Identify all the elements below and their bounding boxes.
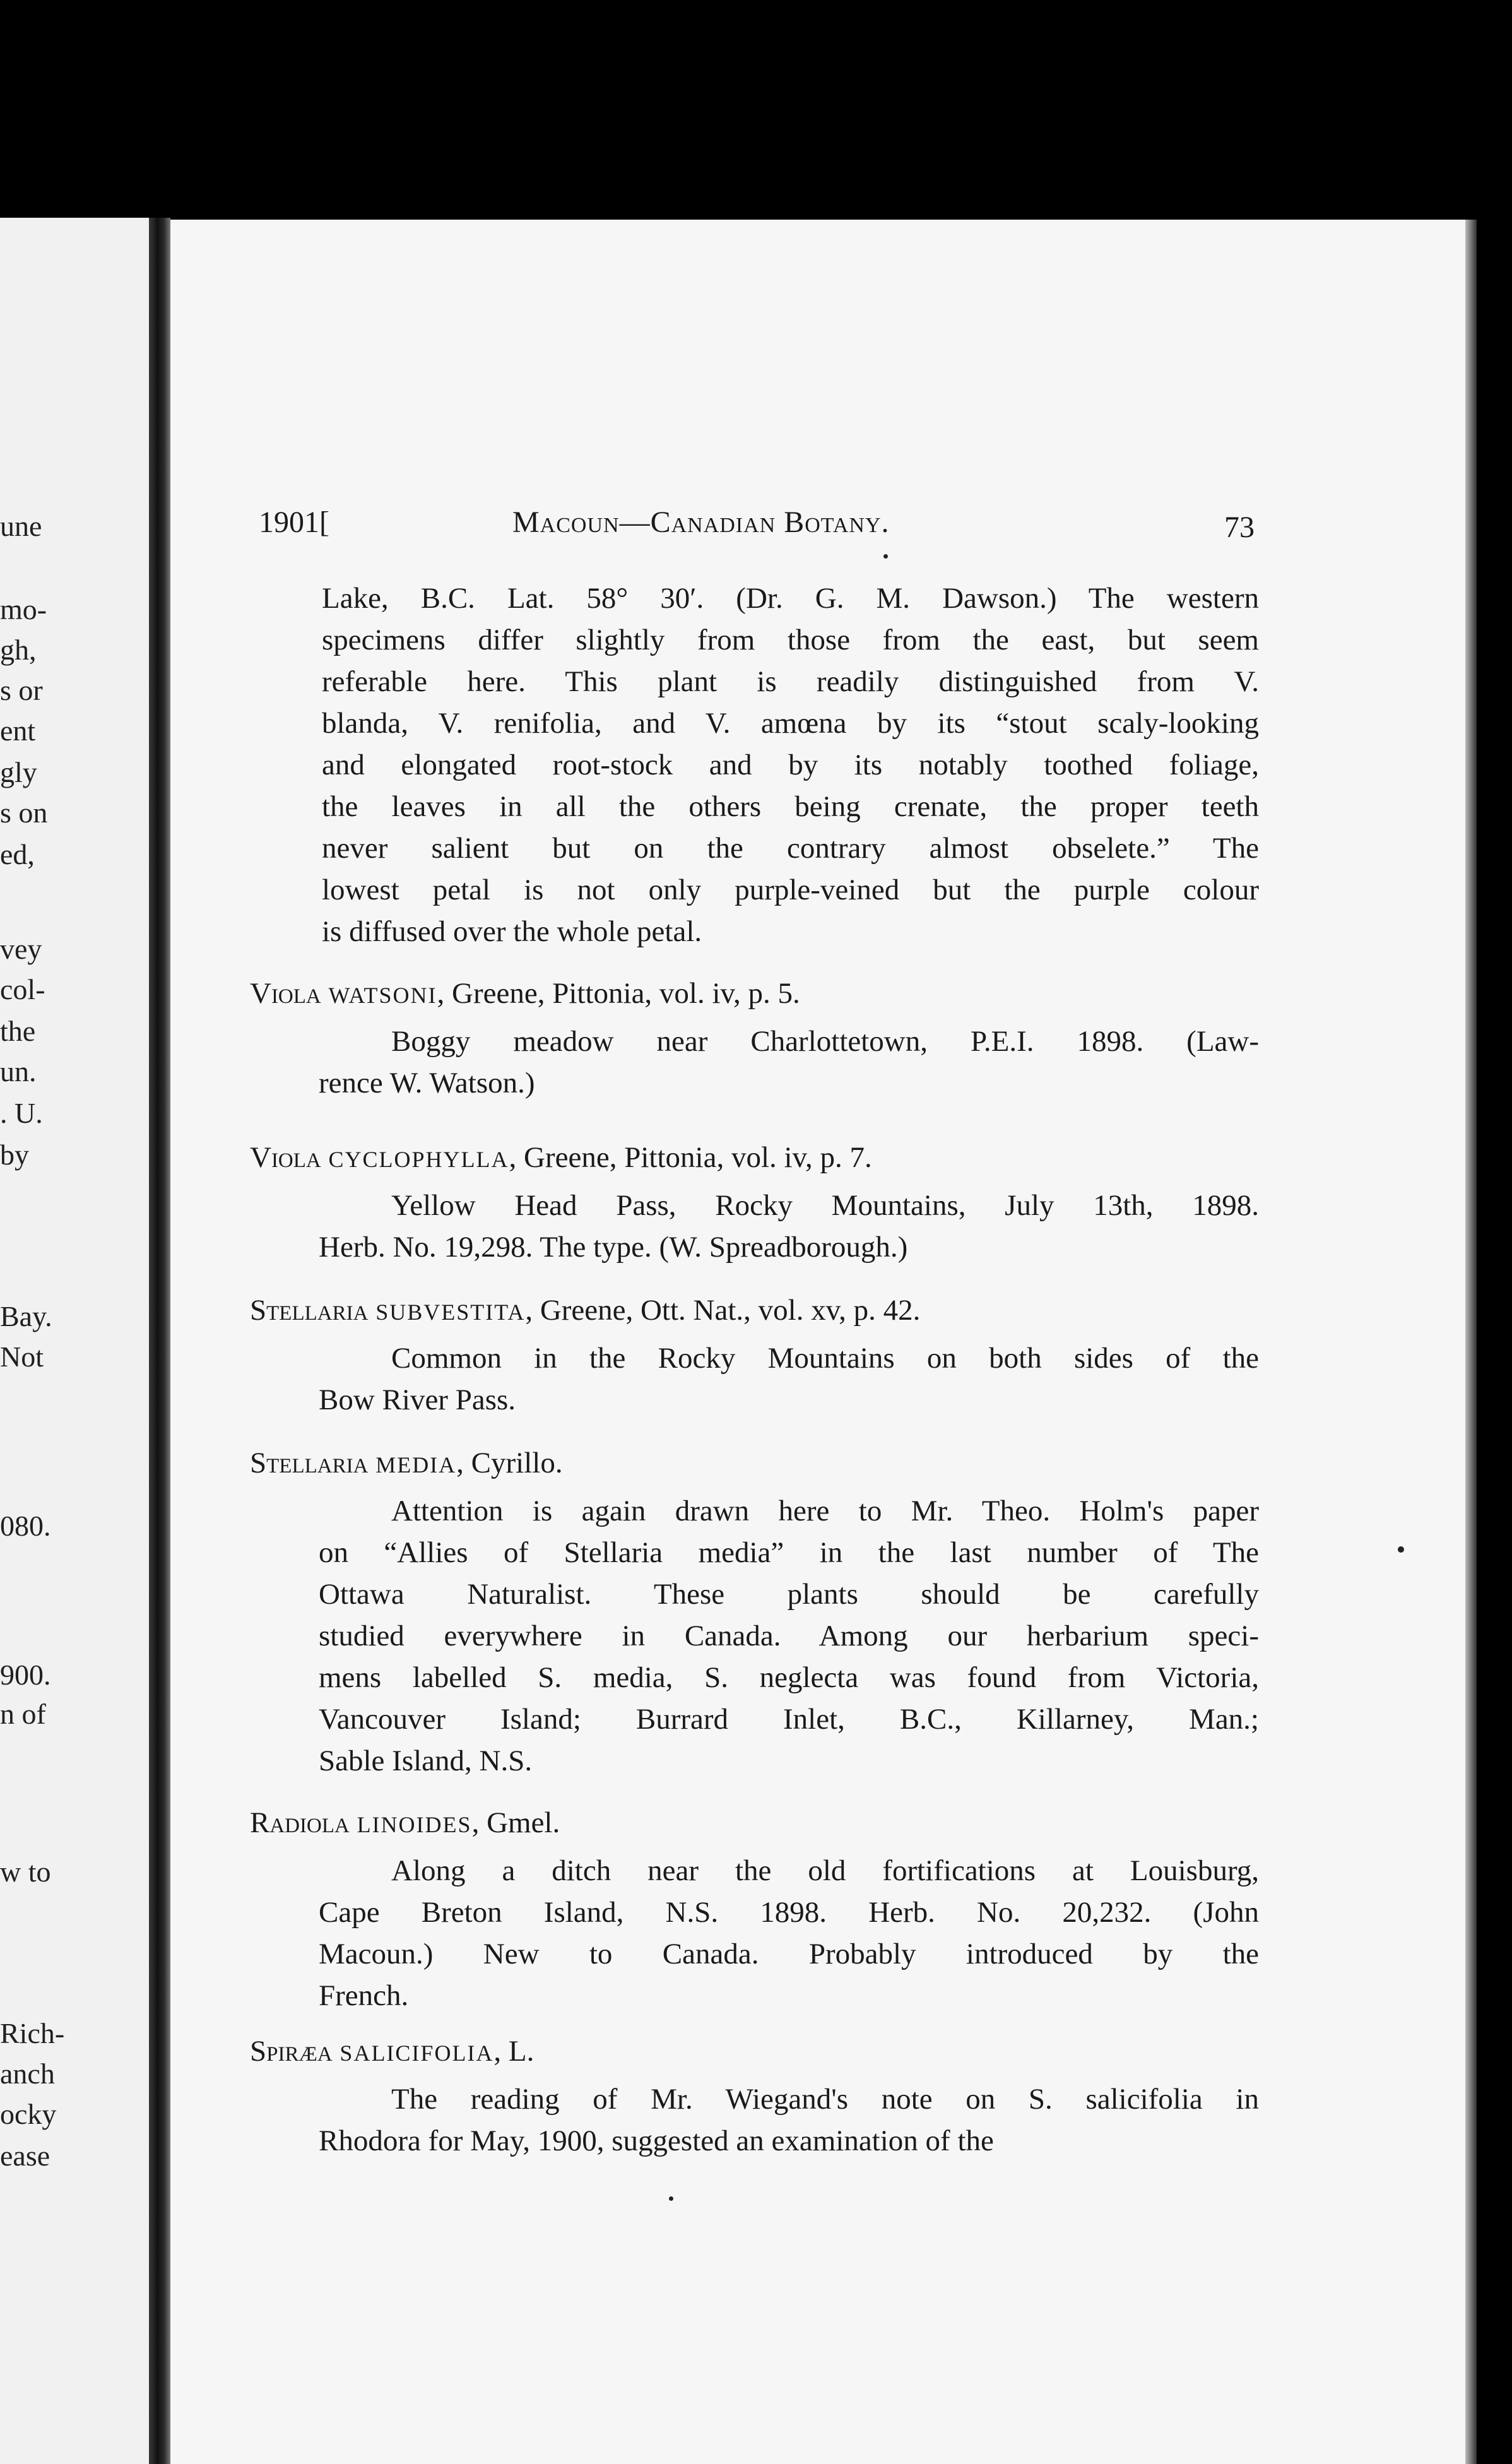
previous-page-fragment: . U.: [0, 1097, 43, 1129]
text-line: referable here. This plant is readily distinguished from V.: [322, 665, 1259, 698]
previous-page-fragment: Bay.: [0, 1300, 52, 1332]
citation: , Greene, Pittonia, vol. iv, p. 7.: [509, 1141, 872, 1174]
text-line: mens labelled S. media, S. neglecta was found from Victoria,: [319, 1661, 1259, 1694]
text-line: Vancouver Island; Burrard Inlet, B.C., Killarney, Man.;: [319, 1703, 1259, 1736]
previous-page-fragment: Rich-: [0, 2017, 65, 2049]
previous-page-fragment: une: [0, 510, 42, 542]
previous-page-fragment: Not: [0, 1341, 44, 1373]
previous-page-fragment: col-: [0, 973, 45, 1005]
previous-page-fragment: ed,: [0, 838, 35, 870]
previous-page-fragment: s or: [0, 674, 43, 706]
species-epithet: WATSONI: [328, 983, 437, 1008]
species-epithet: CYCLOPHYLLA: [328, 1147, 509, 1172]
previous-page-fragment: 900.: [0, 1659, 51, 1691]
citation: , Greene, Pittonia, vol. iv, p. 5.: [437, 977, 800, 1010]
previous-page-fragment: 080.: [0, 1510, 51, 1542]
genus-name: Viola: [250, 1141, 329, 1174]
species-heading: [250, 976, 800, 1013]
text-line: is diffused over the whole petal.: [322, 915, 702, 948]
page-edge-shadow: [1465, 220, 1477, 2464]
text-line: Along a ditch near the old fortifications at Louisburg,: [391, 1854, 1259, 1887]
species-heading: [250, 1445, 563, 1483]
species-epithet: MEDIA: [375, 1452, 457, 1478]
citation: , Cyrillo.: [456, 1447, 563, 1479]
text-line: specimens differ slightly from those from the east, but seem: [322, 624, 1259, 656]
text-line: Ottawa Naturalist. These plants should be carefully: [319, 1578, 1259, 1611]
ink-speck: [669, 2196, 673, 2201]
text-line: and elongated root-stock and by its notably toothed foliage,: [322, 749, 1259, 781]
previous-page-fragment: by: [0, 1139, 29, 1171]
header-year: 1901[: [259, 506, 329, 539]
species-heading: [250, 1140, 872, 1177]
species-heading: [250, 2034, 534, 2071]
text-line: Boggy meadow near Charlottetown, P.E.I. 1898. (Law-: [391, 1025, 1259, 1058]
genus-name: Stellaria: [250, 1294, 376, 1327]
species-heading: [250, 1293, 920, 1330]
text-line: Yellow Head Pass, Rocky Mountains, July 13th, 1898.: [391, 1189, 1259, 1222]
previous-page-fragment: gh,: [0, 634, 37, 666]
previous-page-fragment: gly: [0, 756, 37, 788]
citation: , Greene, Ott. Nat., vol. xv, p. 42.: [525, 1294, 921, 1327]
text-line: Bow River Pass.: [319, 1383, 516, 1416]
species-epithet: SALICIFOLIA: [340, 2040, 494, 2066]
previous-page-fragment: s on: [0, 797, 48, 829]
text-line: on “Allies of Stellaria media” in the last number of The: [319, 1536, 1259, 1569]
margin-mark: [1398, 1546, 1404, 1553]
genus-name: Radiola: [250, 1806, 357, 1839]
genus-name: Stellaria: [250, 1447, 376, 1479]
book-gutter: [149, 218, 170, 2464]
text-line: Sable Island, N.S.: [319, 1744, 533, 1777]
running-title: Macoun—Canadian Botany.: [512, 506, 890, 539]
previous-page-fragment: w to: [0, 1856, 51, 1888]
previous-page-fragment: mo-: [0, 593, 47, 625]
previous-page-fragment: un.: [0, 1055, 37, 1087]
previous-page-fragment: the: [0, 1015, 36, 1047]
text-line: never salient but on the contrary almost obselete.” The: [322, 832, 1259, 865]
species-heading: [250, 1805, 560, 1842]
text-line: blanda, V. renifolia, and V. amœna by its “stout scaly-looking: [322, 707, 1259, 740]
genus-name: Viola: [250, 977, 329, 1010]
previous-page-fragment: anch: [0, 2058, 55, 2090]
species-epithet: SUBVESTITA: [375, 1300, 526, 1325]
text-line: Rhodora for May, 1900, suggested an examination of the: [319, 2124, 994, 2157]
text-line: the leaves in all the others being crenate, the proper teeth: [322, 790, 1259, 823]
text-line: Herb. No. 19,298. The type. (W. Spreadborough.): [319, 1231, 908, 1264]
species-epithet: LINOIDES: [357, 1812, 472, 1837]
ink-speck: [883, 554, 888, 559]
text-line: Attention is again drawn here to Mr. Theo. Holm's paper: [391, 1495, 1259, 1527]
previous-page-fragment: ocky: [0, 2098, 57, 2130]
text-line: rence W. Watson.): [319, 1067, 535, 1099]
text-line: lowest petal is not only purple-veined but the purple colour: [322, 874, 1259, 906]
page-number: 73: [1224, 511, 1255, 544]
text-line: The reading of Mr. Wiegand's note on S. salicifolia in: [391, 2083, 1259, 2116]
previous-page-fragment: vey: [0, 933, 42, 965]
genus-name: Spiræa: [250, 2035, 340, 2068]
text-line: Common in the Rocky Mountains on both sides of the: [391, 1342, 1259, 1375]
citation: , Gmel.: [471, 1806, 560, 1839]
text-line: studied everywhere in Canada. Among our herbarium speci-: [319, 1620, 1259, 1652]
text-line: Macoun.) New to Canada. Probably introduced by the: [319, 1938, 1259, 1970]
citation: , L.: [493, 2035, 535, 2068]
previous-page-fragment: ease: [0, 2140, 50, 2172]
previous-page-fragment: n of: [0, 1698, 46, 1730]
text-line: French.: [319, 1979, 409, 2012]
text-line: Lake, B.C. Lat. 58° 30′. (Dr. G. M. Dawson.) The western: [322, 582, 1259, 615]
text-line: Cape Breton Island, N.S. 1898. Herb. No. 20,232. (John: [319, 1896, 1259, 1929]
previous-page-fragment: ent: [0, 714, 36, 747]
